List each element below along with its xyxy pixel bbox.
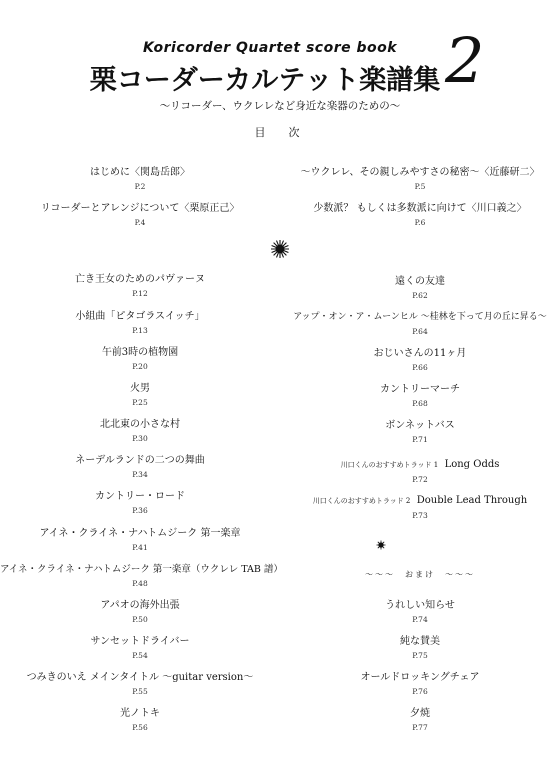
entry-title: 純な賛美 bbox=[400, 636, 440, 647]
toc-entry bbox=[280, 347, 560, 373]
entry-title: アパオの海外出張 bbox=[100, 600, 180, 611]
entry-title: つみきのいえ メインタイトル 〜guitar version〜 bbox=[26, 672, 254, 683]
entry-title: アイネ・クライネ・ナハトムジーク 第一楽章 bbox=[39, 528, 241, 539]
entry-page: P.77 bbox=[412, 723, 428, 732]
book-subtitle: 〜リコーダー、ウクレレなど身近な楽器のための〜 bbox=[159, 100, 401, 112]
toc-entry bbox=[280, 311, 560, 337]
entry-page: P.56 bbox=[132, 723, 148, 732]
entry-title: うれしい知らせ bbox=[385, 600, 455, 611]
toc-entry bbox=[0, 166, 280, 192]
entry-page: P.25 bbox=[132, 398, 148, 407]
toc-entry bbox=[0, 346, 280, 372]
entry-page: P.12 bbox=[132, 289, 148, 298]
toc-entry bbox=[280, 707, 560, 733]
entry-title: はじめに〈関島岳郎〉 bbox=[90, 167, 190, 178]
volume-number: 2 bbox=[445, 24, 485, 97]
entry-prefix: 川口くんのおすすめトラッド 2 bbox=[312, 497, 411, 505]
entry-title: Double Lead Through bbox=[416, 495, 528, 506]
entry-title: 〜ウクレレ、その親しみやすさの秘密〜〈近藤研二〉 bbox=[300, 167, 540, 178]
entry-page: P.68 bbox=[412, 399, 428, 408]
toc-entry bbox=[280, 383, 560, 409]
toc-entry bbox=[0, 635, 280, 661]
entry-page: P.64 bbox=[412, 327, 428, 336]
sun-ornament-icon bbox=[270, 239, 290, 259]
entry-title: アイネ・クライネ・ナハトムジーク 第一楽章（ウクレレ TAB 譜） bbox=[0, 564, 283, 575]
entry-title: カントリー・ロード bbox=[95, 491, 185, 502]
entry-title: ボンネットバス bbox=[385, 420, 455, 431]
entry-page: P.50 bbox=[132, 615, 148, 624]
omake-heading: 〜〜〜 おまけ 〜〜〜 bbox=[365, 570, 475, 579]
entry-page: P.30 bbox=[132, 434, 148, 443]
entry-page: P.71 bbox=[412, 435, 428, 444]
toc-heading: 目 次 bbox=[254, 126, 306, 139]
entry-prefix: 川口くんのおすすめトラッド 1 bbox=[340, 461, 439, 469]
entry-page: P.48 bbox=[132, 579, 148, 588]
japanese-title: 栗コーダーカルテット楽譜集 bbox=[89, 65, 441, 96]
toc-entry bbox=[0, 310, 280, 336]
toc-entry bbox=[280, 635, 560, 661]
entry-page: P.74 bbox=[412, 615, 428, 624]
entry-page: P.54 bbox=[132, 651, 148, 660]
entry-title: おじいさんの11ヶ月 bbox=[373, 348, 467, 359]
entry-title: Long Odds bbox=[444, 459, 500, 470]
entry-page: P.72 bbox=[412, 475, 428, 484]
entry-title: 遠くの友達 bbox=[395, 276, 445, 287]
toc-entry bbox=[0, 418, 280, 444]
toc-entry bbox=[0, 273, 280, 299]
toc-entry bbox=[280, 494, 560, 521]
toc-entry bbox=[280, 419, 560, 445]
entry-title: 火男 bbox=[130, 383, 150, 394]
entry-title: ネーデルランドの二つの舞曲 bbox=[75, 455, 205, 466]
toc-entry bbox=[0, 202, 280, 228]
entry-title: 亡き王女のためのパヴァーヌ bbox=[75, 274, 205, 285]
toc-entry bbox=[280, 166, 560, 192]
entry-title: リコーダーとアレンジについて〈栗原正己〉 bbox=[40, 203, 240, 214]
entry-page: P.62 bbox=[412, 291, 428, 300]
entry-title: 小組曲「ピタゴラスイッチ」 bbox=[75, 311, 205, 322]
entry-title: 光ノトキ bbox=[120, 708, 160, 719]
entry-title: アップ・オン・ア・ムーンヒル 〜桂林を下って月の丘に昇る〜 bbox=[293, 312, 547, 322]
book-header bbox=[0, 0, 560, 140]
toc-entry bbox=[280, 202, 560, 228]
entry-title: カントリーマーチ bbox=[380, 384, 460, 395]
sun-ornament-small-icon bbox=[376, 540, 386, 550]
entry-page: P.13 bbox=[132, 326, 148, 335]
entry-page: P.66 bbox=[412, 363, 428, 372]
entry-page: P.6 bbox=[414, 218, 426, 227]
toc-entry bbox=[0, 490, 280, 516]
entry-title: オールドロッキングチェア bbox=[360, 672, 480, 683]
entry-page: P.55 bbox=[132, 687, 148, 696]
toc-entry bbox=[280, 275, 560, 301]
entry-page: P.73 bbox=[412, 511, 428, 520]
toc-entry bbox=[280, 671, 560, 697]
entry-title: 夕焼 bbox=[410, 708, 430, 719]
entry-title: 北北東の小さな村 bbox=[100, 419, 180, 430]
toc-entry bbox=[0, 563, 283, 589]
toc-entry bbox=[0, 671, 280, 697]
entry-page: P.75 bbox=[412, 651, 428, 660]
toc-entry bbox=[0, 454, 280, 480]
toc-entry bbox=[0, 599, 280, 625]
entry-title: サンセットドライバー bbox=[90, 636, 190, 647]
entry-page: P.34 bbox=[132, 470, 148, 479]
entry-title: 少数派？ もしくは多数派に向けて〈川口義之〉 bbox=[313, 203, 527, 214]
toc-entry bbox=[280, 458, 560, 485]
toc-entry bbox=[0, 707, 280, 733]
entry-page: P.20 bbox=[132, 362, 148, 371]
english-title: Koricorder Quartet score book bbox=[142, 40, 398, 56]
entry-page: P.36 bbox=[132, 506, 148, 515]
entry-page: P.5 bbox=[414, 182, 426, 191]
entry-page: P.41 bbox=[132, 543, 148, 552]
toc-entry bbox=[0, 527, 280, 553]
toc-entry bbox=[280, 599, 560, 625]
entry-title: 午前3時の植物園 bbox=[101, 347, 179, 358]
toc-entry bbox=[0, 382, 280, 408]
entry-page: P.4 bbox=[134, 218, 146, 227]
entry-page: P.76 bbox=[412, 687, 428, 696]
entry-page: P.2 bbox=[134, 182, 146, 191]
